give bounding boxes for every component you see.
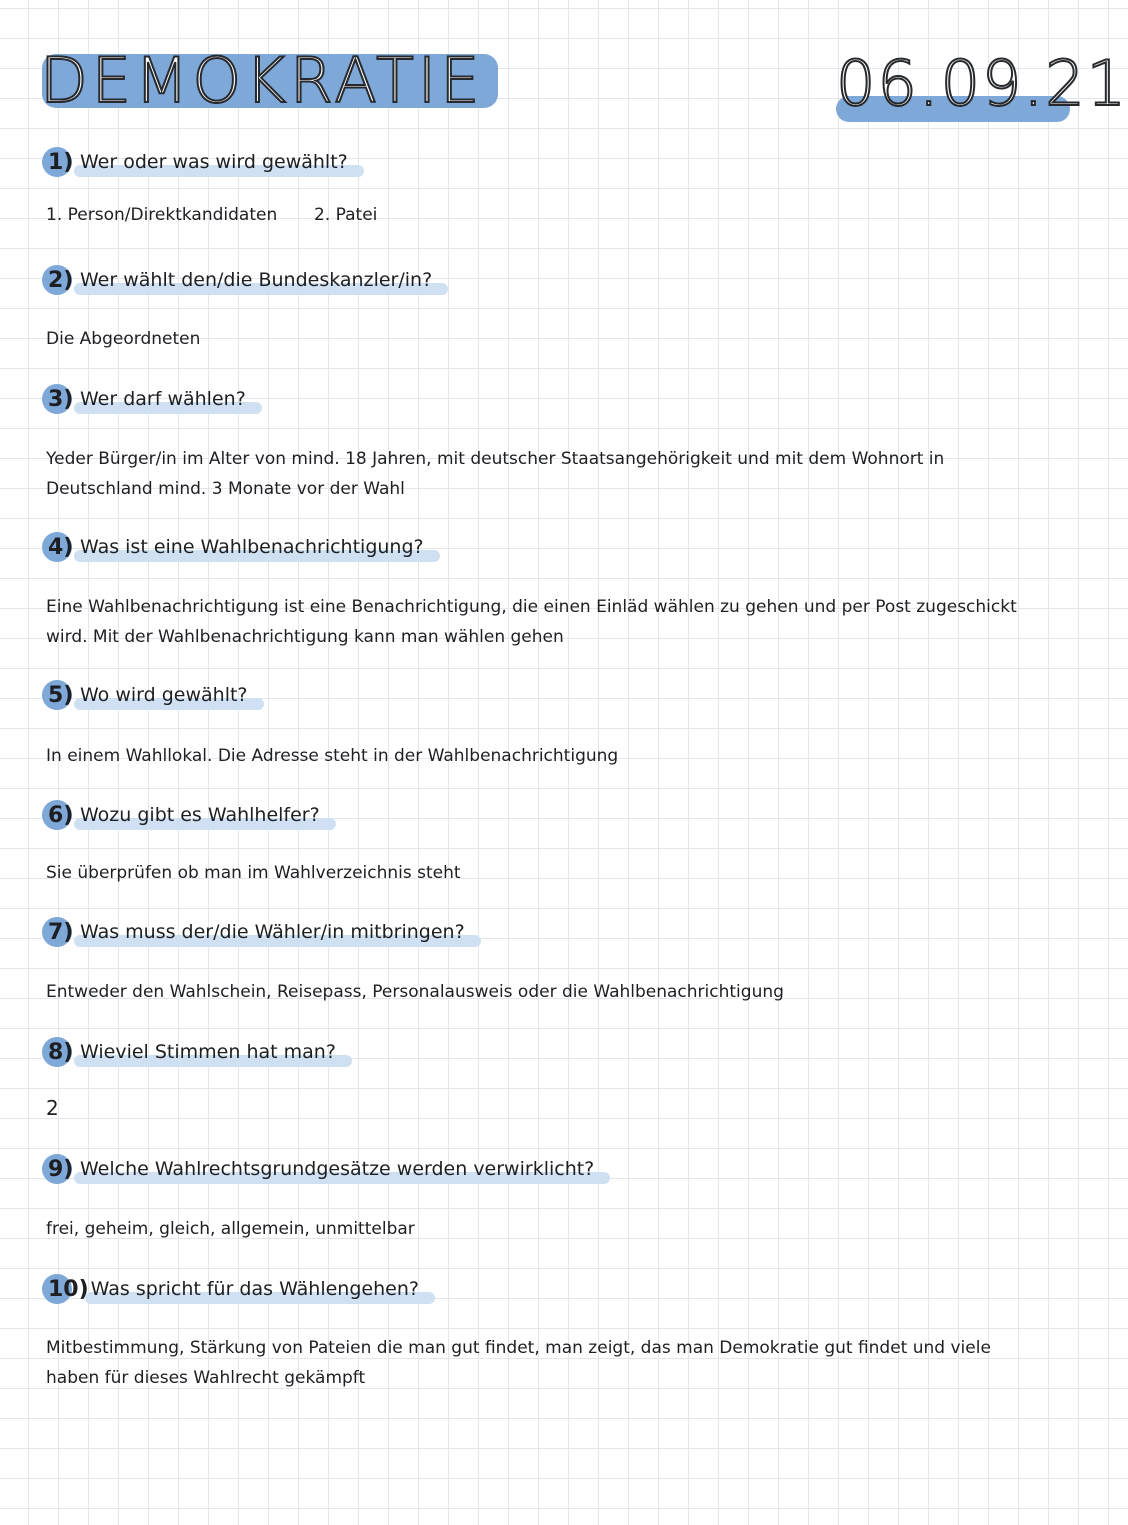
answer-10: Mitbestimmung, Stärkung von Pateien die man gut findet, man zeigt, das man Demokratie gut findet und viele haben für dieses Wahlrecht gekämpft — [46, 1338, 991, 1388]
answer-6: Sie überprüfen ob man im Wahlverzeichnis steht — [46, 863, 461, 883]
question-text: Wo wird gewählt? — [78, 682, 258, 708]
question-2 — [44, 263, 442, 297]
question-text: Wieviel Stimmen hat man? — [78, 1039, 346, 1065]
question-number: 5) — [44, 683, 78, 708]
question-3 — [44, 382, 256, 416]
question-text: Wer wählt den/die Bundeskanzler/in? — [78, 267, 442, 293]
date — [830, 44, 1128, 128]
answer-9: frei, geheim, gleich, allgemein, unmittelbar — [46, 1219, 415, 1239]
question-6 — [44, 798, 330, 832]
question-9 — [44, 1152, 604, 1186]
question-text: Wer oder was wird gewählt? — [78, 149, 358, 175]
question-text: Wozu gibt es Wahlhelfer? — [78, 802, 330, 828]
question-5 — [44, 678, 258, 712]
answer-1-item-1: 1. Person/Direktkandidaten — [46, 205, 278, 225]
question-number: 2) — [44, 268, 78, 293]
question-10 — [44, 1272, 429, 1306]
question-text: Was ist eine Wahlbenachrichtigung? — [78, 534, 434, 560]
question-number: 8) — [44, 1040, 78, 1065]
question-number: 9) — [44, 1157, 78, 1182]
answer-5: In einem Wahllokal. Die Adresse steht in der Wahlbenachrichtigung — [46, 746, 619, 766]
question-number: 10) — [44, 1277, 89, 1302]
answer-4: Eine Wahlbenachrichtigung ist eine Benachrichtigung, die einen Einläd wählen zu gehen und per Post zugeschickt wird. Mit der Wahlbenachrichtigung kann man wählen gehen — [46, 597, 1017, 647]
question-number: 6) — [44, 803, 78, 828]
answer-1 — [46, 205, 546, 235]
answer-7: Entweder den Wahlschein, Reisepass, Personalausweis oder die Wahlbenachrichtigung — [46, 982, 784, 1002]
date-text: 06.09.21 — [836, 47, 1128, 120]
question-1 — [44, 145, 358, 179]
answer-3: Yeder Bürger/in im Alter von mind. 18 Jahren, mit deutscher Staatsangehörigkeit und mit dem Wohnort in Deutschland mind. 3 Monate vor der Wahl — [46, 449, 945, 499]
answer-2: Die Abgeordneten — [46, 329, 201, 349]
question-text: Was muss der/die Wähler/in mitbringen? — [78, 919, 475, 945]
question-number: 7) — [44, 920, 78, 945]
question-7 — [44, 915, 475, 949]
question-number: 4) — [44, 535, 78, 560]
question-number: 1) — [44, 150, 78, 175]
answer-8: 2 — [46, 1096, 59, 1120]
title-text: DEMOKRATIE — [40, 44, 484, 117]
answer-1-item-2: 2. Patei — [314, 205, 378, 225]
question-text: Wer darf wählen? — [78, 386, 256, 412]
page-title — [40, 44, 500, 117]
question-text: Welche Wahlrechtsgrundgesätze werden verwirklicht? — [78, 1156, 604, 1182]
question-8 — [44, 1035, 346, 1069]
question-text: Was spricht für das Wählengehen? — [89, 1276, 429, 1302]
question-number: 3) — [44, 387, 78, 412]
question-4 — [44, 530, 434, 564]
